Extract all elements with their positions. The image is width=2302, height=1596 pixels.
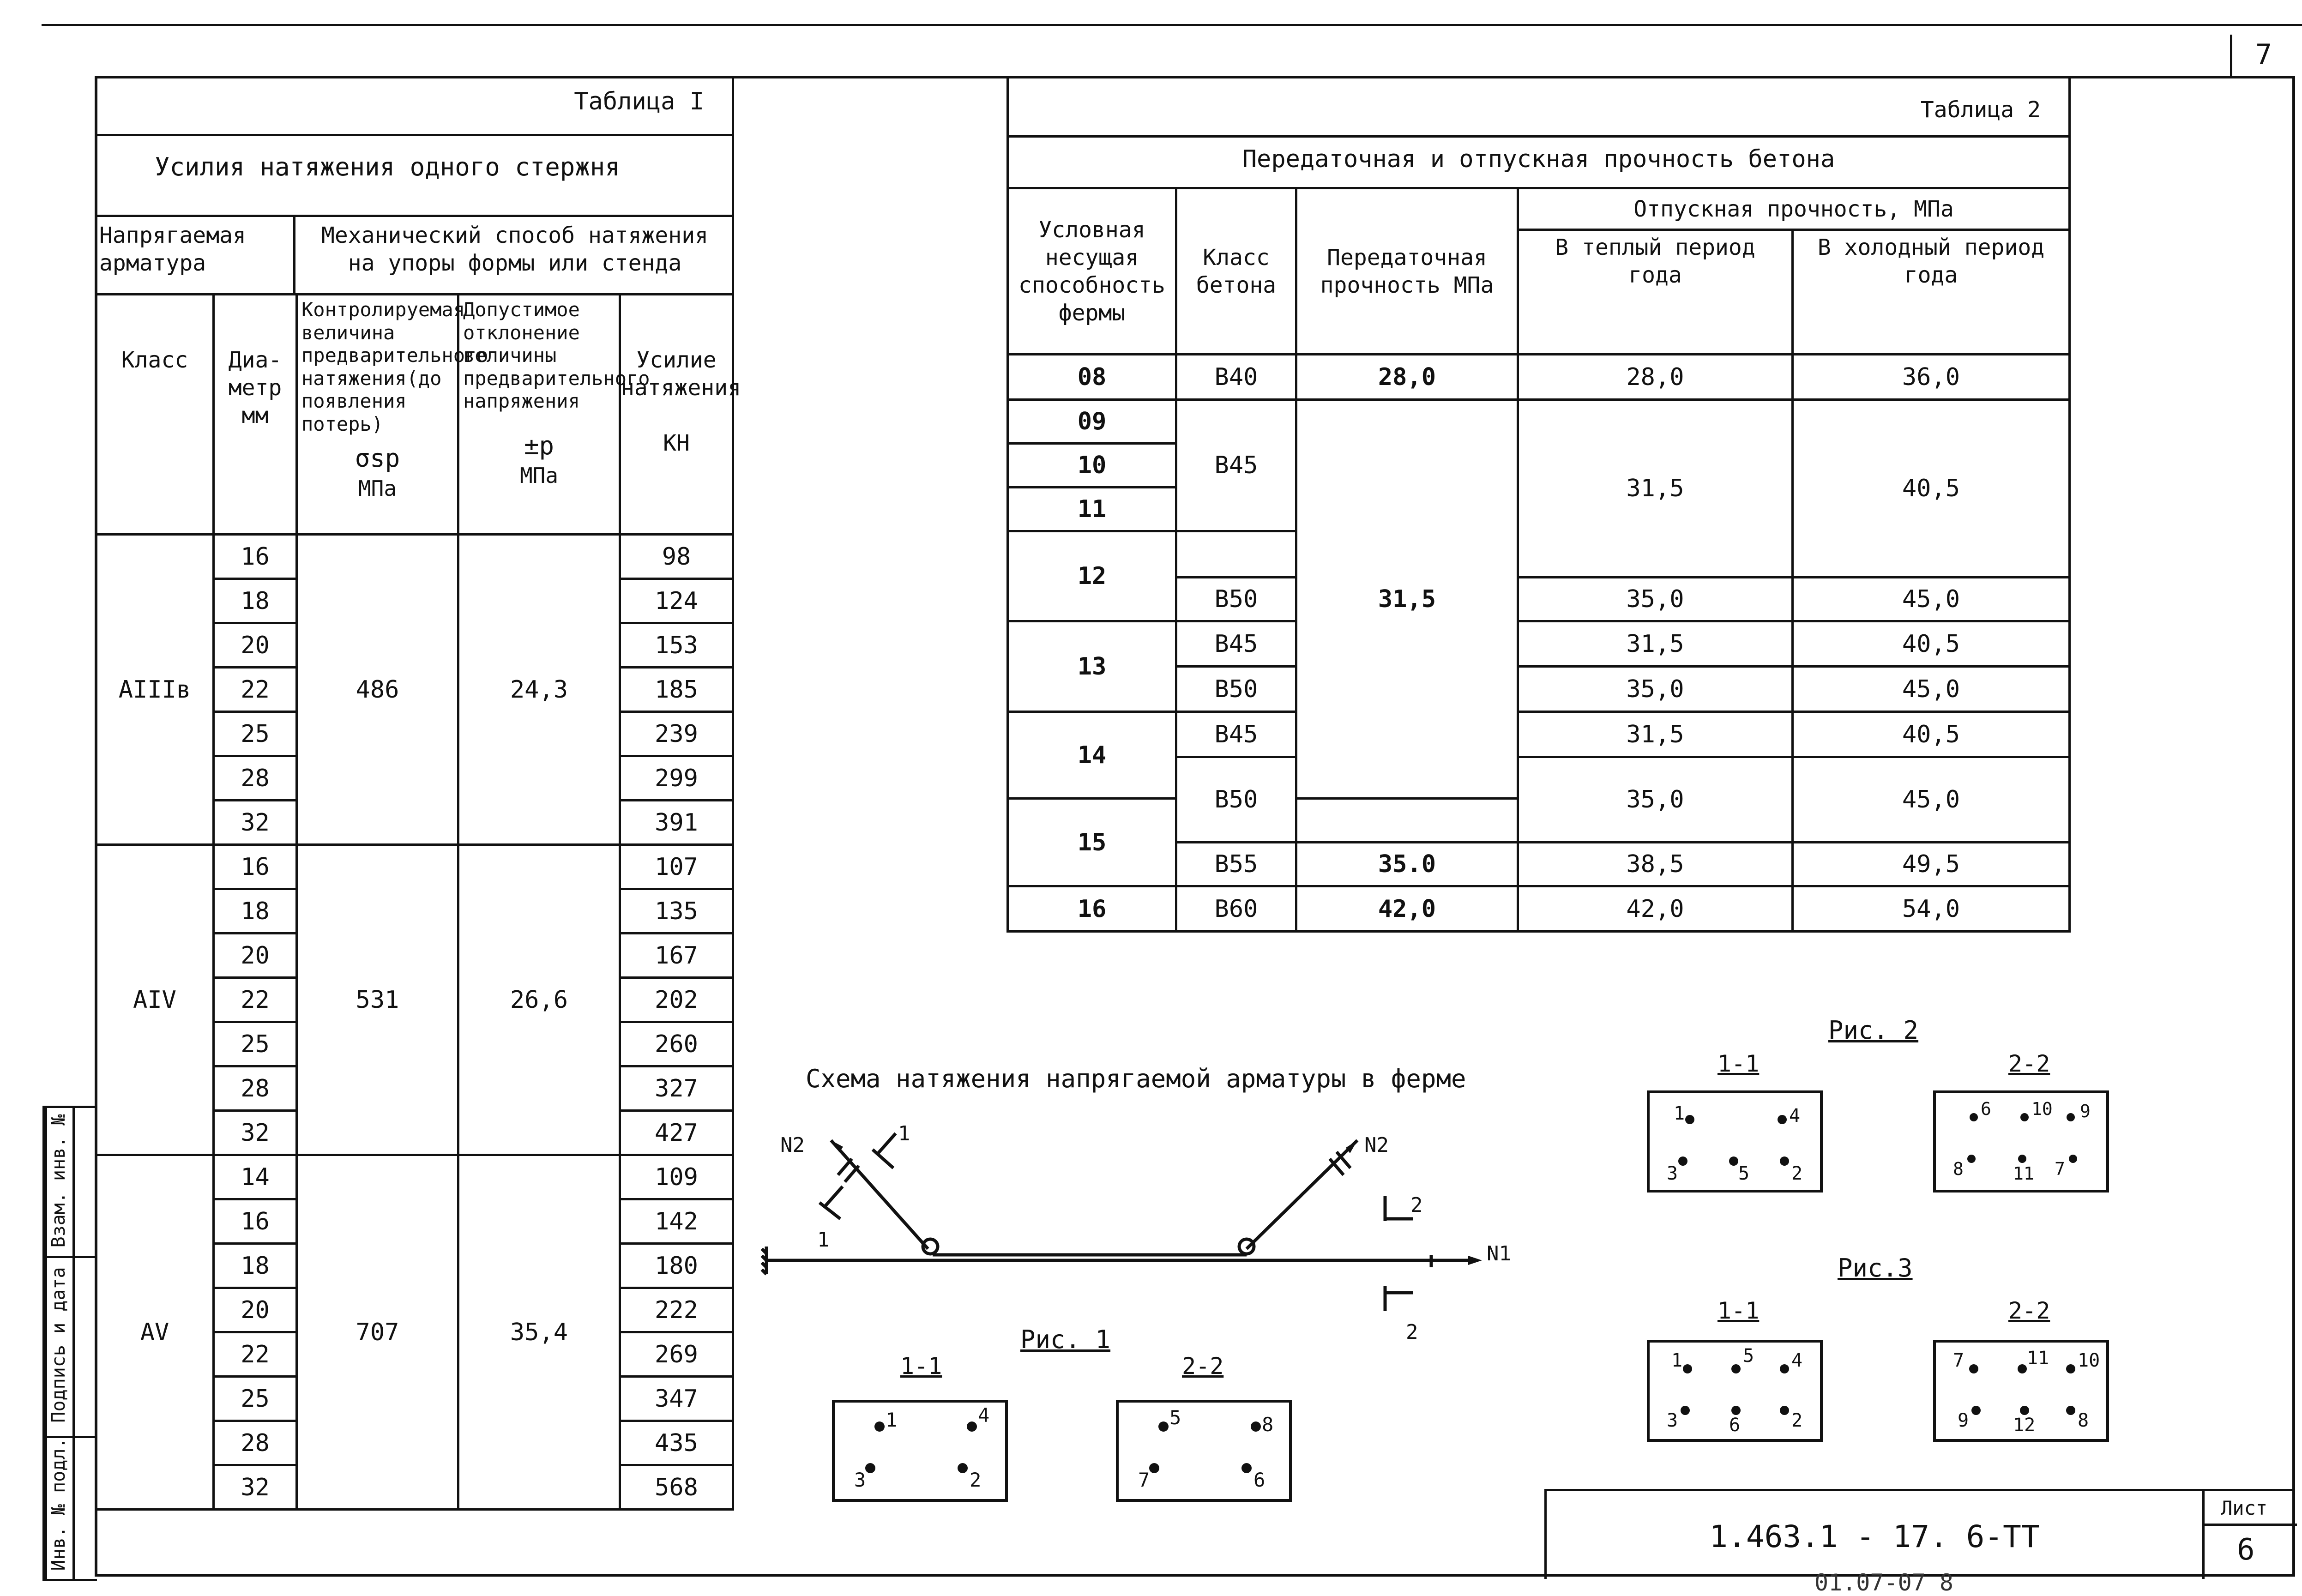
t2-cold: 45,0 <box>1793 578 2070 621</box>
svg-text:6: 6 <box>1981 1099 1991 1119</box>
svg-text:1: 1 <box>1671 1350 1683 1371</box>
sheet-box <box>2202 1491 2297 1579</box>
svg-text:9: 9 <box>1958 1410 1969 1431</box>
t2-warm: 31,5 <box>1518 712 1793 757</box>
t1-h-class: Класс <box>96 295 214 535</box>
fig1-sec22-label: 2-2 <box>1182 1353 1224 1379</box>
t2-cap: 11 <box>1008 488 1176 531</box>
n2-left: N2 <box>780 1133 805 1157</box>
t1-diam: 18 <box>214 889 297 934</box>
table1 <box>95 293 741 1511</box>
t1-class: AIIIв <box>96 535 214 845</box>
t2-warm: 31,5 <box>1518 400 1793 578</box>
t1-force: 124 <box>620 579 733 623</box>
t2-warm: 35,0 <box>1518 578 1793 621</box>
mark-2-low: 2 <box>1406 1320 1418 1344</box>
corner-number-box <box>2230 35 2292 76</box>
svg-text:4: 4 <box>1789 1105 1801 1126</box>
scheme-title: Схема натяжения напрягаемой арматуры в ферме <box>806 1064 1466 1093</box>
t2-warm: 42,0 <box>1518 886 1793 932</box>
mark-2-top: 2 <box>1410 1193 1423 1217</box>
svg-text:2: 2 <box>1791 1163 1803 1184</box>
t2-cap: 15 <box>1008 799 1176 886</box>
t1-diam: 32 <box>214 1111 297 1155</box>
t1-diam: 25 <box>214 1022 297 1066</box>
t1-diam: 25 <box>214 1377 297 1421</box>
t1-force: 135 <box>620 889 733 934</box>
t2-cap: 09 <box>1008 400 1176 444</box>
svg-text:7: 7 <box>2055 1159 2065 1179</box>
t1-force: 109 <box>620 1155 733 1199</box>
t1-force: 269 <box>620 1332 733 1377</box>
t1-h-dev-sym: ±p <box>524 431 554 460</box>
t1-diam: 22 <box>214 668 297 712</box>
table1-header <box>95 76 734 293</box>
t1-diam: 20 <box>214 623 297 668</box>
table1-title: Усилия натяжения одного стержня <box>155 152 620 181</box>
t1-dev: 24,3 <box>458 535 620 845</box>
t1-force: 202 <box>620 978 733 1022</box>
t2-cold: 45,0 <box>1793 667 2070 712</box>
t2-h-cold: В холодный период года <box>1793 230 2070 355</box>
t2-cls: B45 <box>1176 621 1296 667</box>
t2-warm: 28,0 <box>1518 355 1793 400</box>
title-block <box>1544 1489 2295 1579</box>
t2-cold: 40,5 <box>1793 712 2070 757</box>
top-rule <box>42 24 2302 26</box>
svg-text:4: 4 <box>1791 1350 1803 1371</box>
svg-text:7: 7 <box>1138 1469 1150 1491</box>
t1-dev: 26,6 <box>458 845 620 1155</box>
mark-1-top: 1 <box>898 1122 910 1145</box>
t1-diam: 32 <box>214 801 297 845</box>
t1-force: 142 <box>620 1199 733 1244</box>
t2-cold: 45,0 <box>1793 757 2070 843</box>
t1-force: 153 <box>620 623 733 668</box>
svg-text:12: 12 <box>2013 1415 2036 1436</box>
svg-text:3: 3 <box>1667 1163 1678 1184</box>
t1-force: 185 <box>620 668 733 712</box>
svg-text:3: 3 <box>854 1469 866 1491</box>
left-stamp <box>42 1106 97 1581</box>
t1-force: 260 <box>620 1022 733 1066</box>
t1-force: 568 <box>620 1465 733 1510</box>
table2-label: Таблица 2 <box>1920 97 2041 123</box>
t1-force: 391 <box>620 801 733 845</box>
t1-dev: 35,4 <box>458 1155 620 1510</box>
svg-text:6: 6 <box>1729 1415 1741 1436</box>
frame-right <box>2292 76 2295 1577</box>
n1-label: N1 <box>1487 1242 1511 1265</box>
table2-header <box>1006 76 2071 189</box>
t1-diam: 16 <box>214 535 297 579</box>
svg-text:8: 8 <box>1953 1159 1964 1179</box>
svg-text:5: 5 <box>1743 1345 1754 1367</box>
stamp-inv-no: Инв. № подл. <box>48 1437 69 1571</box>
t2-cls: B45 <box>1176 712 1296 757</box>
fig3-sec11 <box>1646 1339 1826 1445</box>
svg-text:1: 1 <box>886 1409 898 1431</box>
svg-text:6: 6 <box>1253 1469 1265 1491</box>
svg-text:2: 2 <box>1791 1410 1803 1431</box>
t1-h-dev: Допустимое отклонение величины предварительного напряжения <box>463 298 650 413</box>
t1-diam: 22 <box>214 1332 297 1377</box>
t1-force: 167 <box>620 934 733 978</box>
t1-diam: 32 <box>214 1465 297 1510</box>
t2-cls: B60 <box>1176 886 1296 932</box>
fig2-sec11-label: 1-1 <box>1717 1050 1760 1077</box>
svg-text:4: 4 <box>978 1404 990 1427</box>
fig3-sec11-label: 1-1 <box>1717 1297 1760 1324</box>
t2-h-capacity: Условная несущая способность фермы <box>1008 188 1176 355</box>
t1-h-method: Механический способ натяжения на упоры формы или стенда <box>321 223 709 276</box>
t2-cap: 08 <box>1008 355 1176 400</box>
t2-cls: B40 <box>1176 355 1296 400</box>
svg-text:10: 10 <box>2078 1350 2100 1371</box>
t2-cold: 49,5 <box>1793 843 2070 886</box>
t2-cold: 40,5 <box>1793 400 2070 578</box>
t1-force: 347 <box>620 1377 733 1421</box>
n2-right: N2 <box>1364 1133 1389 1157</box>
t1-h-diam: Диа-метр мм <box>214 295 297 535</box>
svg-text:5: 5 <box>1738 1163 1750 1184</box>
table2-title: Передаточная и отпускная прочность бетона <box>1242 145 1835 173</box>
bottom-note: 01.07-07 8 <box>1814 1569 1954 1596</box>
t2-cap: 16 <box>1008 886 1176 932</box>
t2-warm: 35,0 <box>1518 757 1793 843</box>
fig2-sec22 <box>1932 1090 2112 1196</box>
fig1-sec22 <box>1115 1399 1295 1505</box>
fig1-sec11 <box>831 1399 1011 1505</box>
sheet-label: Лист <box>2221 1497 2268 1519</box>
t1-h-control-sym: σsp <box>355 444 400 473</box>
t2-transfer: 42,0 <box>1296 886 1518 932</box>
t1-diam: 25 <box>214 712 297 756</box>
sheet-number: 6 <box>2237 1533 2255 1567</box>
t1-class: AIV <box>96 845 214 1155</box>
t1-force: 435 <box>620 1421 733 1465</box>
fig1-label: Рис. 1 <box>1020 1325 1111 1354</box>
fig2-sec11 <box>1646 1090 1826 1196</box>
corner-number: 7 <box>2255 38 2272 71</box>
fig3-sec22 <box>1932 1339 2112 1445</box>
t2-h-transfer: Передаточная прочность МПа <box>1296 188 1518 355</box>
t1-diam: 28 <box>214 1066 297 1111</box>
t1-diam: 20 <box>214 934 297 978</box>
t2-warm: 38,5 <box>1518 843 1793 886</box>
t1-diam: 18 <box>214 1244 297 1288</box>
t1-h-control: Контролируемая величина предварительного натяжения(до появления потерь) <box>301 298 488 435</box>
mark-1-low: 1 <box>817 1228 830 1252</box>
t2-cls: B55 <box>1176 843 1296 886</box>
svg-text:1: 1 <box>1674 1103 1685 1124</box>
doc-code: 1.463.1 - 17. 6-ТТ <box>1709 1519 2040 1554</box>
t1-diam: 14 <box>214 1155 297 1199</box>
t1-force: 299 <box>620 756 733 801</box>
t1-diam: 16 <box>214 1199 297 1244</box>
t2-warm: 31,5 <box>1518 621 1793 667</box>
t2-h-release: Отпускная прочность, МПа <box>1518 188 2070 230</box>
t2-cap: 14 <box>1008 712 1176 799</box>
t1-force: 107 <box>620 845 733 889</box>
svg-text:7: 7 <box>1953 1350 1965 1371</box>
t1-h-force-unit: КН <box>663 430 690 456</box>
t1-diam: 18 <box>214 579 297 623</box>
svg-text:3: 3 <box>1667 1410 1678 1431</box>
t1-diam: 28 <box>214 1421 297 1465</box>
fig2-label: Рис. 2 <box>1828 1016 1919 1045</box>
t1-diam: 16 <box>214 845 297 889</box>
fig3-label: Рис.3 <box>1838 1253 1913 1283</box>
t1-h-control-unit: МПа <box>358 476 397 501</box>
t2-h-class: Класс бетона <box>1176 188 1296 355</box>
t1-force: 180 <box>620 1244 733 1288</box>
fig3-sec22-label: 2-2 <box>2008 1297 2050 1324</box>
t2-cls: B45 <box>1176 400 1296 531</box>
stamp-sign-date: Подпись и дата <box>48 1267 69 1423</box>
t1-force: 222 <box>620 1288 733 1332</box>
t1-diam: 28 <box>214 756 297 801</box>
t2-transfer: 31,5 <box>1296 400 1518 799</box>
t1-diam: 20 <box>214 1288 297 1332</box>
t2-warm: 35,0 <box>1518 667 1793 712</box>
svg-text:11: 11 <box>2027 1348 2049 1369</box>
t2-h-warm: В теплый период года <box>1518 230 1793 355</box>
t1-h-dev-unit: МПа <box>519 463 559 488</box>
t2-cap: 13 <box>1008 621 1176 712</box>
t2-cls: B50 <box>1176 578 1296 621</box>
truss-scheme <box>757 1108 1542 1367</box>
svg-text:10: 10 <box>2031 1099 2053 1119</box>
fig1-sec11-label: 1-1 <box>900 1353 942 1379</box>
t1-force: 239 <box>620 712 733 756</box>
t1-force: 327 <box>620 1066 733 1111</box>
t1-h-armature: Напрягаемая арматура <box>99 223 246 276</box>
t2-cap: 10 <box>1008 444 1176 488</box>
svg-text:5: 5 <box>1169 1406 1181 1429</box>
t2-transfer: 35.0 <box>1296 843 1518 886</box>
t2-cls: B50 <box>1176 667 1296 712</box>
t2-cls: B50 <box>1176 757 1296 843</box>
svg-text:9: 9 <box>2080 1101 2091 1121</box>
table1-label: Таблица I <box>574 88 704 115</box>
table2 <box>1006 187 2071 933</box>
svg-text:11: 11 <box>2013 1163 2034 1184</box>
t2-transfer: 28,0 <box>1296 355 1518 400</box>
t1-h-force: Усилие натяжения <box>621 347 741 401</box>
t2-cap: 12 <box>1008 531 1176 621</box>
svg-text:8: 8 <box>1262 1413 1274 1436</box>
t1-force: 98 <box>620 535 733 579</box>
t1-diam: 22 <box>214 978 297 1022</box>
svg-text:8: 8 <box>2078 1410 2089 1431</box>
t2-cold: 36,0 <box>1793 355 2070 400</box>
fig2-sec22-label: 2-2 <box>2008 1050 2050 1077</box>
t2-cold: 54,0 <box>1793 886 2070 932</box>
t1-control: 707 <box>297 1155 458 1510</box>
t1-class: AV <box>96 1155 214 1510</box>
t1-force: 427 <box>620 1111 733 1155</box>
t2-cold: 40,5 <box>1793 621 2070 667</box>
t1-control: 531 <box>297 845 458 1155</box>
t1-control: 486 <box>297 535 458 845</box>
stamp-replace-inv: Взам. инв. № <box>48 1114 69 1248</box>
svg-text:2: 2 <box>970 1469 982 1491</box>
